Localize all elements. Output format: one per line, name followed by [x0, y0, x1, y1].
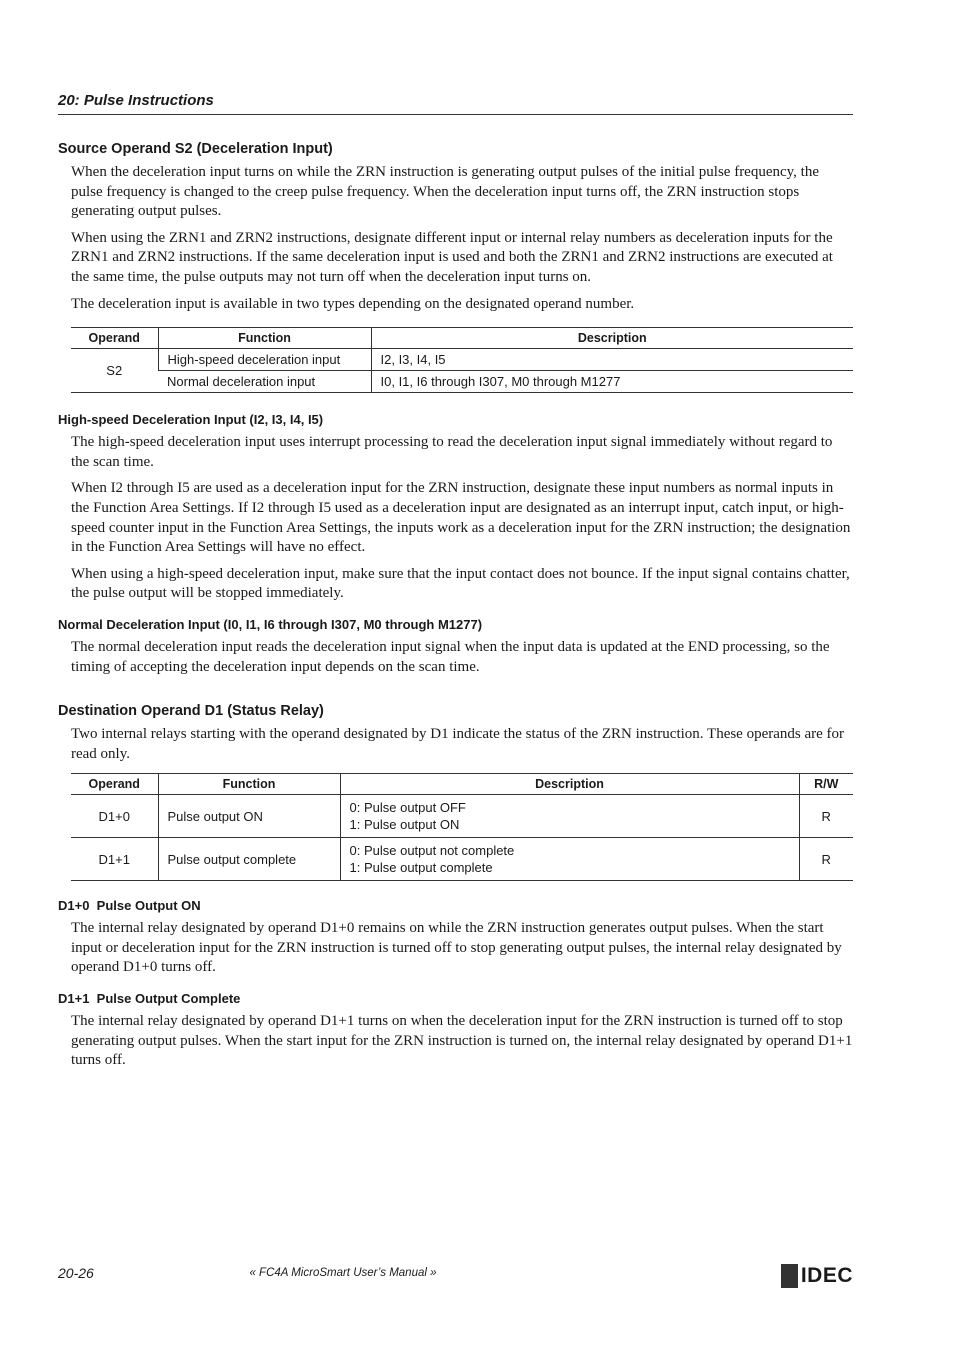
paragraph: When I2 through I5 are used as a deceleration input for the ZRN instruction, designate these input numbers as normal inputs in the Function Area Settings. If I2 through I5 used as a deceleration input are designated as an interrupt input, catch input, or high-speed counter input in the Function Area Settings, the inputs work as a deceleration input for the ZRN instruction; the designation in the Function Area Settings will have no effect.: [71, 480, 851, 556]
function-cell: Pulse output ON: [158, 795, 340, 838]
logo-mark-icon: [781, 1264, 798, 1288]
description-line: 1: Pulse output ON: [349, 817, 460, 833]
subsection-heading: High-speed Deceleration Input (I2, I3, I4, I5): [58, 412, 324, 428]
status-relay-table: [71, 773, 853, 881]
subsection-heading: Normal Deceleration Input (I0, I1, I6 through I307, M0 through M1277): [58, 616, 483, 632]
description-cell: [340, 838, 799, 881]
paragraph: The internal relay designated by operand D1+1 turns on when the deceleration input for the ZRN instruction is turned off to stop generating output pulses. When the start input for the ZRN instruction is turned on, the internal relay designated by operand D1+1 turns off.: [71, 1013, 853, 1069]
rw-cell: R: [799, 838, 853, 881]
paragraph: The deceleration input is available in two types depending on the designated operand number.: [71, 295, 635, 312]
table-row: [71, 795, 853, 838]
section-normal-deceleration: [58, 617, 853, 677]
section-source-operand-s2: [58, 141, 853, 393]
manual-title: « FC4A MicroSmart User’s Manual »: [249, 1267, 437, 1279]
section-d1-1-pulse-output-complete: [58, 991, 853, 1071]
section-d1-0-pulse-output-on: [58, 898, 853, 978]
paragraph: The internal relay designated by operand D1+0 remains on while the ZRN instruction generates output pulses. When the start input or deceleration input for the ZRN instruction is turned off to stop generating output pulses, the internal relay designated by operand D1+0 turns off.: [71, 920, 842, 976]
rw-cell: R: [799, 795, 853, 838]
column-header: Description: [340, 774, 799, 795]
function-cell: Normal deceleration input: [158, 371, 371, 393]
section-heading: Source Operand S2 (Deceleration Input): [58, 141, 333, 157]
column-header: Function: [158, 328, 371, 349]
description-cell: I0, I1, I6 through I307, M0 through M1277: [371, 371, 853, 393]
paragraph: The normal deceleration input reads the deceleration input signal when the input data is updated at the END processing, so the timing of accepting the deceleration input depends on the scan time.: [71, 638, 830, 675]
table-header-row: [71, 774, 853, 795]
column-header: R/W: [799, 774, 853, 795]
operand-cell: D1+1: [71, 838, 158, 881]
subsection-heading: D1+1 Pulse Output Complete: [58, 991, 241, 1007]
paragraph: Two internal relays starting with the operand designated by D1 indicate the status of the ZRN instruction. These operands are for read only.: [71, 726, 845, 762]
table-row: [71, 371, 853, 393]
description-line: 0: Pulse output not complete: [349, 843, 515, 859]
page-content: [58, 141, 853, 1078]
operand-cell: S2: [71, 349, 158, 393]
table-header-row: [71, 328, 853, 349]
column-header: Description: [371, 328, 853, 349]
table-row: [71, 838, 853, 881]
column-header: Function: [158, 774, 340, 795]
paragraph: When the deceleration input turns on while the ZRN instruction is generating output pulses of the initial pulse frequency, the pulse frequency is changed to the creep pulse frequency. When the deceleration input turns off, the ZRN instruction stops generating output pulses.: [71, 164, 820, 220]
section-heading: Destination Operand D1 (Status Relay): [58, 703, 324, 720]
deceleration-input-table: [71, 327, 853, 393]
section-destination-operand-d1: [58, 703, 853, 881]
paragraph: When using the ZRN1 and ZRN2 instructions, designate different input or internal relay numbers as deceleration inputs for the ZRN1 and ZRN2 instructions. If the same deceleration input is used and both the ZRN1 and ZRN2 instructions are executed at the same time, the pulse outputs may not turn off when the deceleration input turns on.: [71, 229, 833, 285]
section-high-speed-deceleration: [58, 412, 853, 604]
description-line: 1: Pulse output complete: [349, 860, 493, 876]
logo-text: IDEC: [800, 1263, 853, 1287]
page-number: 20-26: [58, 1265, 94, 1281]
chapter-title: 20: Pulse Instructions: [58, 92, 214, 109]
function-cell: High-speed deceleration input: [158, 349, 371, 371]
manual-page: [58, 0, 853, 1351]
operand-cell: D1+0: [71, 795, 158, 838]
paragraph: When using a high-speed deceleration input, make sure that the input contact does not bounce. If the input signal contains chatter, the pulse output will be stopped immediately.: [71, 565, 850, 602]
description-cell: I2, I3, I4, I5: [371, 349, 853, 371]
description-line: 0: Pulse output OFF: [349, 800, 466, 816]
description-cell: [340, 795, 799, 838]
column-header: Operand: [71, 328, 158, 349]
paragraph: The high-speed deceleration input uses interrupt processing to read the deceleration input signal immediately without regard to the scan time.: [71, 434, 833, 470]
column-header: Operand: [71, 774, 158, 795]
idec-logo: [781, 1263, 853, 1288]
subsection-heading: D1+0 Pulse Output ON: [58, 898, 201, 914]
table-row: [71, 349, 853, 371]
function-cell: Pulse output complete: [158, 838, 340, 881]
chapter-header: [58, 92, 853, 115]
page-footer: [58, 1263, 853, 1289]
